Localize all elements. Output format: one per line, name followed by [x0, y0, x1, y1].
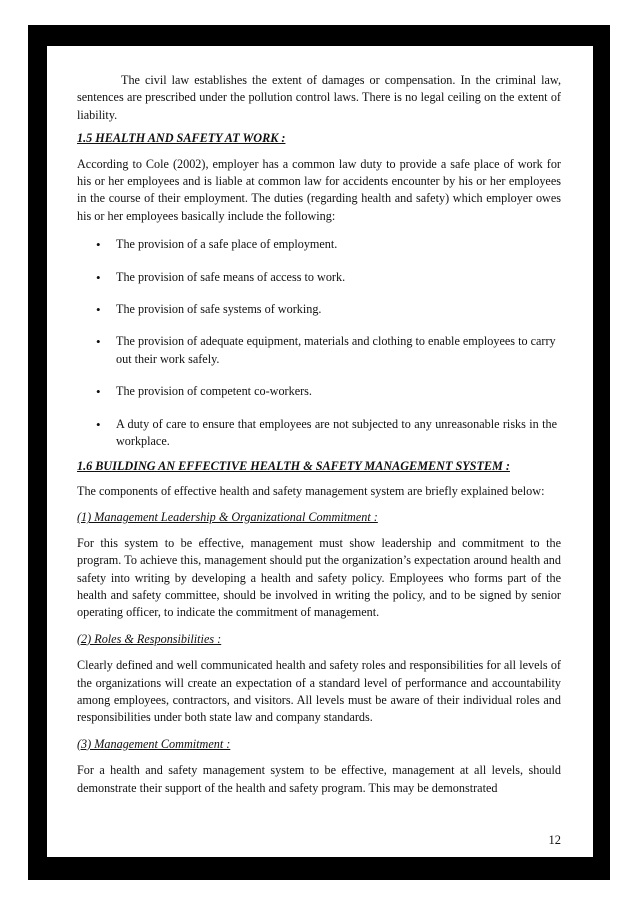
section-1-5-paragraph: According to Cole (2002), employer has a common law duty to provide a safe place of work for his or her employees and is liable at common law for accidents encounter by his or her employees in the course of their employment. The duties (regarding health and safety) which employer owes his or her employees basically include the following: [77, 156, 561, 223]
list-item: • The provision of safe systems of working. [77, 301, 561, 318]
section-1-6-intro: The components of effective health and safety management system are briefly explained below: [77, 483, 545, 498]
duties-list [77, 236, 561, 450]
section-heading-1-5: 1.5 HEALTH AND SAFETY AT WORK : [77, 131, 286, 146]
section-heading-1-6: 1.6 BUILDING AN EFFECTIVE HEALTH & SAFETY MANAGEMENT SYSTEM : [77, 458, 510, 473]
subsection-paragraph-2: Clearly defined and well communicated health and safety roles and responsibilities for all levels of the organizations will create an expectation of a standard level of performance and accountability among employees, contractors, and visitors. All levels must be aware of their individual roles and responsibilities under both state law and company standards. [77, 658, 561, 725]
document-content [77, 72, 561, 797]
subsection-heading-1: (1) Management Leadership & Organizational Commitment : [77, 510, 378, 525]
list-item: • The provision of a safe place of employment. [77, 236, 561, 253]
intro-paragraph: The civil law establishes the extent of damages or compensation. In the criminal law, sentences are prescribed under the pollution control laws. There is no legal ceiling on the extent of liability. [77, 73, 561, 122]
subsection-heading-2: (2) Roles & Responsibilities : [77, 631, 222, 646]
list-item: • The provision of safe means of access to work. [77, 269, 561, 286]
subsection-paragraph-3: For a health and safety management system to be effective, management at all levels, should demonstrate their support of the health and safety program. This may be demonstrated [77, 763, 561, 795]
list-item: • A duty of care to ensure that employees are not subjected to any unreasonable risks in the workplace. [77, 416, 561, 451]
subsection-heading-3: (3) Management Commitment : [77, 736, 231, 751]
subsection-paragraph-1: For this system to be effective, management must show leadership and commitment to the program. To achieve this, management should put the organization’s expectation around health and safety into writing by developing a health and safety policy. Employees who forms part of the health and safety committee, should be involved in writing the policy, and to be signed by senior operating officer, to indicate the commitment of management. [77, 535, 561, 620]
list-item: • The provision of adequate equipment, materials and clothing to enable employees to carry out their work safely. [77, 333, 561, 368]
list-item: • The provision of competent co-workers. [77, 383, 561, 400]
page-number: 12 [548, 833, 561, 847]
